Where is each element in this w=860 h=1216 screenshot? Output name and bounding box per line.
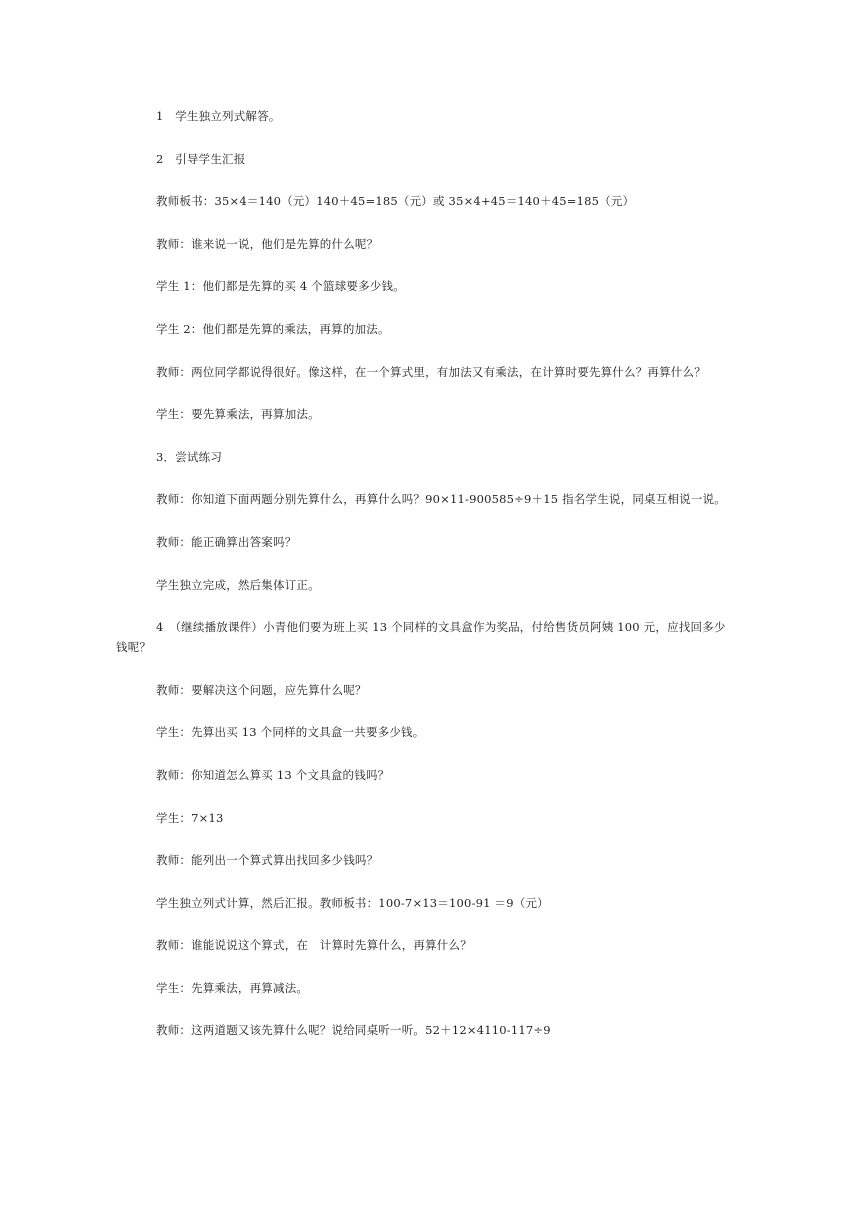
paragraph-student-first: 学生：先算出买 13 个同样的文具盒一共要多少钱。 bbox=[156, 725, 425, 740]
paragraph-student-order: 学生：先算乘法，再算减法。 bbox=[156, 980, 309, 995]
paragraph-teacher-explain: 教师：谁能说说这个算式，在 计算时先算什么，再算什么？ bbox=[156, 938, 472, 953]
paragraph-teacher-solve: 教师：要解决这个问题，应先算什么呢？ bbox=[156, 682, 367, 697]
paragraph-student-answer: 学生：要先算乘法，再算加法。 bbox=[156, 407, 320, 422]
paragraph-step-3: 3．尝试练习 bbox=[156, 449, 223, 464]
paragraph-board-calculation: 学生独立列式计算，然后汇报。教师板书：100-7×13＝100-91 ＝9（元） bbox=[156, 895, 549, 910]
paragraph-teacher-final: 教师：这两道题又该先算什么呢？说给同桌听一听。52＋12×4110-117÷9 bbox=[156, 1023, 551, 1038]
paragraph-step-4: 4 （继续播放课件）小青他们要为班上买 13 个同样的文具盒作为奖品，付给售货员阿姨 100 元，应找回多少钱呢？ bbox=[116, 620, 726, 655]
paragraph-step-2: 2 引导学生汇报 bbox=[156, 151, 246, 166]
paragraph-teacher-question: 教师：谁来说一说，他们是先算的什么呢？ bbox=[156, 236, 379, 251]
paragraph-student-2: 学生 2：他们都是先算的乘法，再算的加法。 bbox=[156, 321, 390, 336]
paragraph-student-1: 学生 1：他们都是先算的买 4 个篮球要多少钱。 bbox=[156, 279, 405, 294]
paragraph-teacher-exercise: 教师：你知道下面两题分别先算什么，再算什么吗？90×11-900585÷9＋15 指名学生说，同桌互相说一说。 bbox=[156, 492, 726, 507]
paragraph-teacher-check: 教师：能正确算出答案吗？ bbox=[156, 534, 297, 549]
paragraph-teacher-praise: 教师：两位同学都说得很好。像这样，在一个算式里，有加法又有乘法，在计算时要先算什么？再算什么？ bbox=[156, 364, 706, 379]
paragraph-teacher-formula: 教师：能列出一个算式算出找回多少钱吗？ bbox=[156, 853, 379, 868]
paragraph-step-1: 1 学生独立列式解答。 bbox=[156, 109, 281, 123]
lesson-body bbox=[116, 106, 732, 1063]
paragraph-board-writing: 教师板书：35×4＝140（元）140＋45=185（元）或 35×4+45＝140＋45=185（元） bbox=[156, 194, 635, 209]
paragraph-student-expression: 学生：7×13 bbox=[156, 810, 224, 825]
paragraph-independent-work: 学生独立完成，然后集体订正。 bbox=[156, 577, 320, 592]
paragraph-teacher-how: 教师：你知道怎么算买 13 个文具盒的钱吗？ bbox=[156, 767, 390, 782]
